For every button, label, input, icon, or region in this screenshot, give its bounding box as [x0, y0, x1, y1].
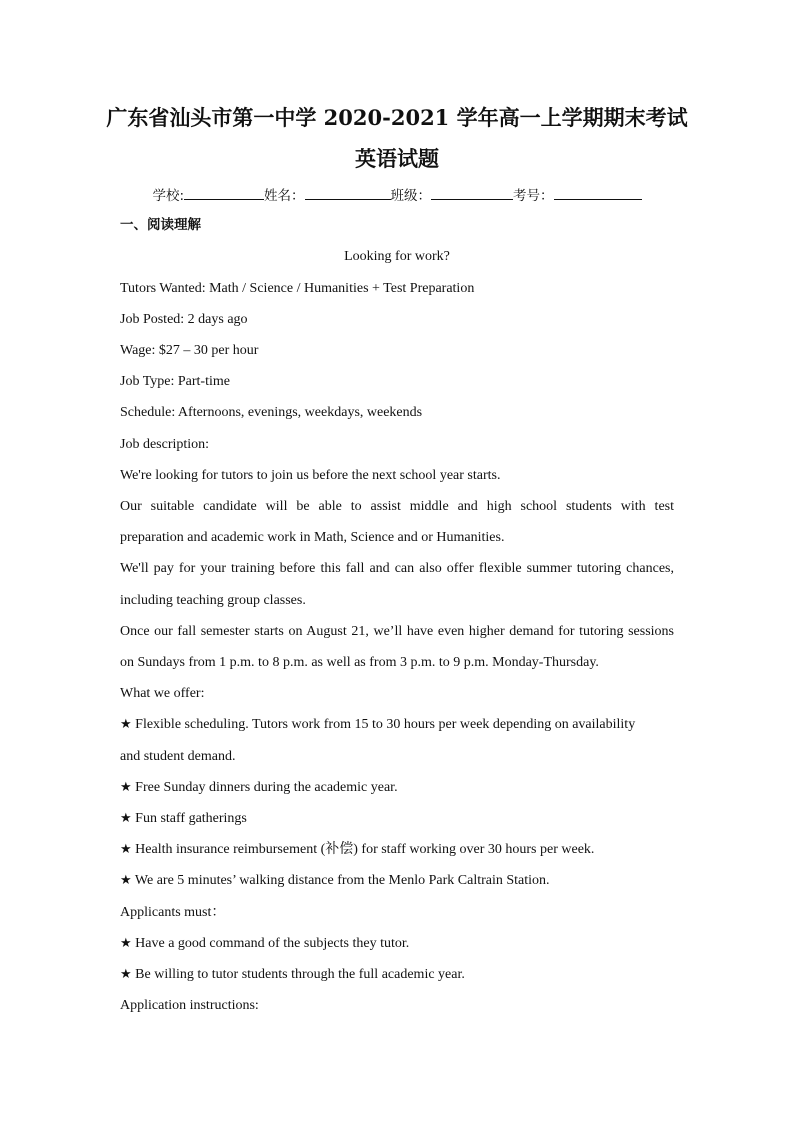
student-info-row	[0, 184, 794, 206]
passage-line: on Sundays from 1 p.m. to 8 p.m. as well as from 3 p.m. to 9 p.m. Monday-Thursday.	[120, 655, 599, 670]
exam-number-blank	[554, 184, 642, 200]
star-icon: ★	[120, 936, 132, 951]
passage-line: Tutors Wanted: Math / Science / Humanities + Test Preparation	[120, 281, 475, 296]
passage-line: Job description:	[120, 437, 210, 452]
passage-line: preparation and academic work in Math, Science and or Humanities.	[120, 530, 505, 545]
offer-item	[120, 871, 674, 891]
star-icon: ★	[120, 780, 132, 795]
star-icon: ★	[120, 967, 132, 982]
passage-line: What we offer:	[120, 686, 205, 701]
passage-line: Applicants must：	[120, 905, 226, 920]
star-icon: ★	[120, 842, 132, 857]
offer-item	[120, 715, 674, 735]
passage-title: Looking for work?	[344, 249, 450, 264]
document-title: 广东省汕头市第一中学 2020-2021 学年高一上学期期末考试	[106, 105, 688, 130]
class-label: 班级：	[390, 188, 432, 204]
passage-line: including teaching group classes.	[120, 593, 306, 608]
requirement-text: Have a good command of the subjects they tutor.	[135, 936, 410, 951]
offer-text: Health insurance reimbursement (补偿) for staff working over 30 hours per week.	[135, 842, 595, 857]
exam-number-label: 考号：	[513, 188, 554, 204]
star-icon: ★	[120, 873, 132, 888]
offer-text: We are 5 minutes’ walking distance from the Menlo Park Caltrain Station.	[134, 873, 550, 888]
name-label: 姓名：	[264, 188, 305, 204]
star-icon: ★	[120, 717, 132, 732]
passage-line: We're looking for tutors to join us before the next school year starts.	[120, 468, 501, 483]
offer-item	[120, 809, 674, 829]
requirement-item	[120, 934, 674, 954]
school-blank	[184, 184, 264, 200]
passage-line: Our suitable candidate will be able to assist middle and high school students with test	[120, 499, 674, 514]
school-label: 学校:	[152, 188, 185, 204]
requirement-text: Be willing to tutor students through the full academic year.	[135, 967, 465, 982]
section-heading: 一、阅读理解	[120, 217, 201, 233]
passage-line: Wage: $27 – 30 per hour	[120, 343, 259, 358]
passage-line: Job Posted: 2 days ago	[120, 312, 248, 327]
offer-text: Fun staff gatherings	[135, 811, 247, 826]
passage-line: and student demand.	[120, 749, 236, 764]
name-blank	[305, 184, 391, 200]
passage-line: Once our fall semester starts on August 21, we’ll have even higher demand for tutoring sessions	[120, 624, 674, 639]
passage-line: We'll pay for your training before this fall and can also offer flexible summer tutoring chances,	[120, 561, 674, 576]
offer-item	[120, 778, 674, 798]
requirement-item	[120, 965, 674, 985]
offer-text: Free Sunday dinners during the academic year.	[135, 780, 398, 795]
offer-item	[120, 840, 674, 860]
passage-line: Job Type: Part-time	[120, 374, 230, 389]
passage-line: Application instructions:	[120, 998, 259, 1013]
passage-line: Schedule: Afternoons, evenings, weekdays, weekends	[120, 405, 423, 420]
star-icon: ★	[120, 811, 132, 826]
class-blank	[431, 184, 513, 200]
offer-text: Flexible scheduling. Tutors work from 15 to 30 hours per week depending on availability	[135, 717, 636, 732]
document-subtitle: 英语试题	[355, 146, 439, 171]
